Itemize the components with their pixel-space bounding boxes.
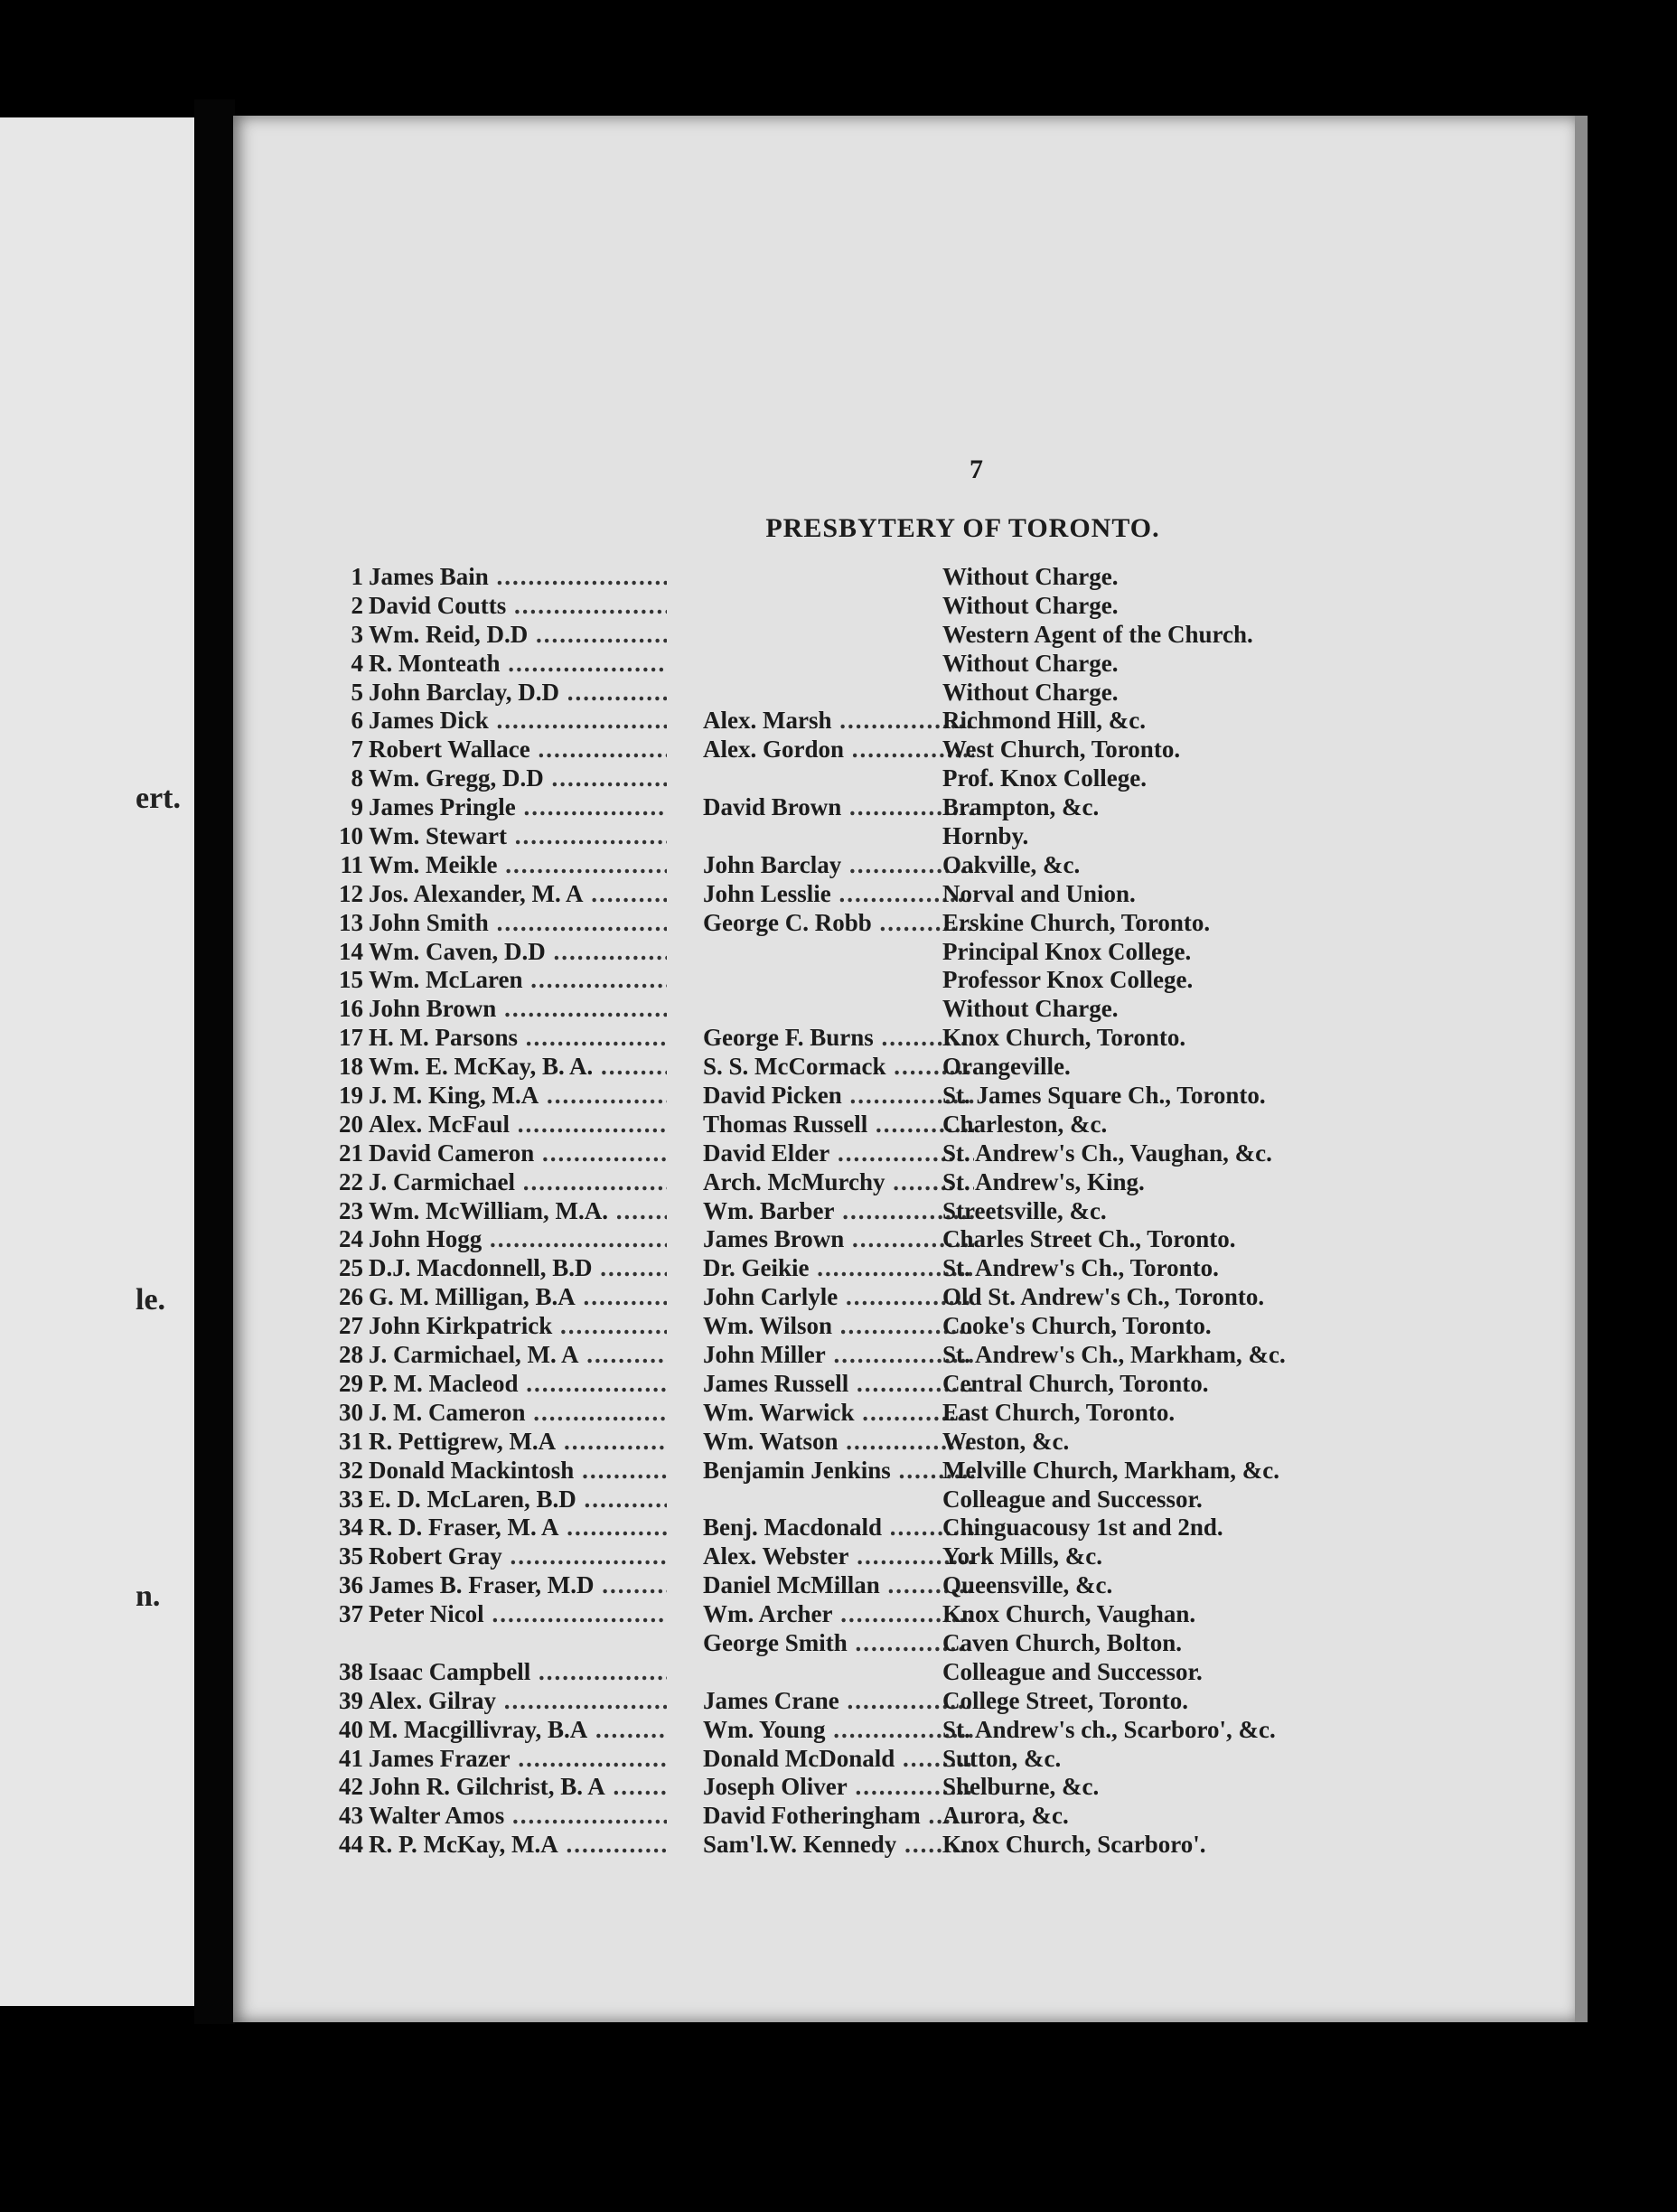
charge-name: Sutton, &c. [942, 1744, 1062, 1772]
left-page-fragment: le. [136, 1283, 166, 1317]
minister-name: John Barclay, D.D ..... [369, 679, 667, 707]
entry-number: 14 [339, 937, 363, 965]
charge-name: Central Church, Toronto. [942, 1369, 1209, 1397]
session-clerk: Thomas Russell ..... [703, 1111, 974, 1139]
entry-number: 42 [339, 1773, 363, 1801]
roster-row [233, 966, 1570, 995]
session-clerk: Sam'l.W. Kennedy ..... [703, 1831, 974, 1859]
minister-name: R. Pettigrew, M.A ..... [369, 1428, 667, 1456]
minister-name: John R. Gilchrist, B. A ..... [369, 1773, 667, 1801]
session-clerk: Daniel McMillan ..... [703, 1571, 974, 1599]
session-clerk: Dr. Geikie ..... [703, 1254, 974, 1282]
charge-name: Charles Street Ch., Toronto. [942, 1225, 1236, 1253]
minister-name: James Frazer ..... [369, 1745, 667, 1773]
entry-number: 16 [339, 995, 363, 1023]
session-clerk: James Brown ..... [703, 1225, 974, 1253]
page-number: 7 [970, 455, 983, 484]
minister-name: John Smith ..... [369, 909, 667, 937]
roster-row [233, 851, 1570, 880]
roster-list [233, 563, 1570, 1860]
minister-name: Wm. McWilliam, M.A. ..... [369, 1197, 667, 1225]
entry-number: 6 [351, 707, 363, 735]
minister-name: Walter Amos ..... [369, 1802, 667, 1830]
minister-name: James Bain ..... [369, 563, 667, 591]
charge-name: Principal Knox College. [942, 937, 1192, 965]
roster-row [233, 1629, 1570, 1658]
roster-row [233, 1370, 1570, 1399]
entry-number: 26 [339, 1283, 363, 1311]
roster-row [233, 563, 1570, 592]
session-clerk: Wm. Watson ..... [703, 1428, 974, 1456]
roster-row [233, 822, 1570, 851]
charge-name: Chinguacousy 1st and 2nd. [942, 1514, 1223, 1542]
charge-name: Charleston, &c. [942, 1110, 1108, 1138]
charge-name: Prof. Knox College. [942, 764, 1147, 792]
charge-name: Weston, &c. [942, 1427, 1070, 1455]
entry-number: 27 [339, 1312, 363, 1340]
minister-name: J. M. Cameron ..... [369, 1399, 667, 1427]
roster-row [233, 1312, 1570, 1341]
entry-number: 29 [339, 1369, 363, 1397]
charge-name: Western Agent of the Church. [942, 620, 1253, 648]
entry-number: 28 [339, 1341, 363, 1369]
charge-name: Hornby. [942, 822, 1029, 850]
entry-number: 22 [339, 1167, 363, 1195]
roster-row [233, 1687, 1570, 1716]
roster-row [233, 1111, 1570, 1139]
charge-name: Without Charge. [942, 995, 1119, 1023]
minister-name: Wm. E. McKay, B. A. ..... [369, 1053, 667, 1081]
session-clerk: David Brown ..... [703, 793, 974, 821]
entry-number: 9 [351, 793, 363, 821]
session-clerk: James Crane ..... [703, 1687, 974, 1715]
charge-name: Old St. Andrew's Ch., Toronto. [942, 1283, 1265, 1311]
entry-number: 4 [351, 649, 363, 677]
charge-name: St. Andrew's Ch., Markham, &c. [942, 1341, 1286, 1369]
charge-name: Orangeville. [942, 1053, 1071, 1081]
session-clerk: Benj. Macdonald ..... [703, 1514, 974, 1542]
charge-name: East Church, Toronto. [942, 1398, 1176, 1426]
minister-name: John Hogg ..... [369, 1225, 667, 1253]
charge-name: St. Andrew's Ch., Toronto. [942, 1254, 1219, 1282]
roster-row [233, 1514, 1570, 1542]
page-title: PRESBYTERY OF TORONTO. [765, 513, 1160, 543]
roster-row [233, 1457, 1570, 1486]
roster-row [233, 1399, 1570, 1428]
session-clerk: Wm. Barber ..... [703, 1197, 974, 1225]
session-clerk: John Miller ..... [703, 1341, 974, 1369]
minister-name: Robert Gray ..... [369, 1542, 667, 1570]
minister-name: Wm. Reid, D.D ..... [369, 621, 667, 649]
charge-name: York Mills, &c. [942, 1542, 1102, 1570]
minister-name: R. P. McKay, M.A ..... [369, 1831, 667, 1859]
minister-name: Alex. McFaul ..... [369, 1111, 667, 1139]
entry-number: 8 [351, 764, 363, 792]
charge-name: Norval and Union. [942, 879, 1136, 907]
entry-number: 11 [340, 850, 363, 878]
minister-name: David Coutts ..... [369, 592, 667, 620]
entry-number: 43 [339, 1802, 363, 1830]
charge-name: Without Charge. [942, 591, 1119, 619]
entry-number: 1 [351, 563, 363, 590]
entry-number: 13 [339, 908, 363, 936]
charge-name: Queensville, &c. [942, 1571, 1113, 1599]
minister-name: R. Monteath ..... [369, 650, 667, 678]
roster-row [233, 1773, 1570, 1802]
charge-name: Colleague and Successor. [942, 1485, 1203, 1513]
entry-number: 38 [339, 1657, 363, 1685]
left-page-fragment: n. [136, 1579, 161, 1613]
minister-name: M. Macgillivray, B.A ..... [369, 1716, 667, 1744]
minister-name: Alex. Gilray ..... [369, 1687, 667, 1715]
entry-number: 34 [339, 1514, 363, 1542]
roster-row [233, 1486, 1570, 1514]
roster-row [233, 764, 1570, 793]
minister-name: Wm. Caven, D.D ..... [369, 938, 667, 966]
charge-name: Shelburne, &c. [942, 1773, 1100, 1801]
book-spine [194, 99, 235, 2024]
entry-number: 39 [339, 1686, 363, 1714]
minister-name: John Brown ..... [369, 995, 667, 1023]
session-clerk: John Lesslie ..... [703, 880, 974, 908]
roster-row [233, 1600, 1570, 1629]
session-clerk: Wm. Warwick ..... [703, 1399, 974, 1427]
minister-name: James Pringle ..... [369, 793, 667, 821]
entry-number: 31 [339, 1427, 363, 1455]
roster-row [233, 938, 1570, 967]
session-clerk: Benjamin Jenkins ..... [703, 1457, 974, 1485]
roster-row [233, 1745, 1570, 1774]
roster-row [233, 1225, 1570, 1254]
charge-name: Without Charge. [942, 649, 1119, 677]
minister-name: J. Carmichael ..... [369, 1168, 667, 1196]
session-clerk: Joseph Oliver ..... [703, 1773, 974, 1801]
roster-row [233, 1341, 1570, 1370]
session-clerk: Alex. Webster ..... [703, 1542, 974, 1570]
entry-number: 21 [339, 1139, 363, 1167]
minister-name: D.J. Macdonnell, B.D ..... [369, 1254, 667, 1282]
charge-name: Knox Church, Scarboro'. [942, 1831, 1206, 1859]
charge-name: St. Andrew's Ch., Vaughan, &c. [942, 1139, 1272, 1167]
entry-number: 3 [351, 620, 363, 648]
roster-row [233, 909, 1570, 938]
minister-name: David Cameron ..... [369, 1139, 667, 1167]
charge-name: St. Andrew's, King. [942, 1167, 1145, 1195]
session-clerk: Alex. Marsh ..... [703, 707, 974, 735]
roster-row [233, 1053, 1570, 1082]
entry-number: 5 [351, 678, 363, 706]
roster-row [233, 995, 1570, 1024]
entry-number: 33 [339, 1485, 363, 1513]
roster-row [233, 650, 1570, 679]
minister-name: Peter Nicol ..... [369, 1600, 667, 1628]
roster-row [233, 1168, 1570, 1197]
charge-name: Caven Church, Bolton. [942, 1628, 1183, 1656]
entry-number: 37 [339, 1600, 363, 1628]
minister-name: Robert Wallace ..... [369, 736, 667, 764]
entry-number: 17 [339, 1024, 363, 1052]
minister-name: E. D. McLaren, B.D ..... [369, 1486, 667, 1514]
session-clerk: James Russell ..... [703, 1370, 974, 1398]
entry-number: 36 [339, 1571, 363, 1599]
session-clerk: S. S. McCormack ..... [703, 1053, 974, 1081]
left-page-fragment: ert. [136, 782, 182, 815]
minister-name: Wm. McLaren ..... [369, 966, 667, 994]
entry-number: 15 [339, 966, 363, 994]
entry-number: 2 [351, 591, 363, 619]
minister-name: P. M. Macleod ..... [369, 1370, 667, 1398]
charge-name: Richmond Hill, &c. [942, 707, 1147, 735]
charge-name: St. James Square Ch., Toronto. [942, 1082, 1266, 1110]
charge-name: Oakville, &c. [942, 850, 1081, 878]
session-clerk: David Picken ..... [703, 1082, 974, 1110]
roster-row [233, 621, 1570, 650]
charge-name: Colleague and Successor. [942, 1657, 1203, 1685]
roster-row [233, 1197, 1570, 1226]
roster-row [233, 1254, 1570, 1283]
minister-name: John Kirkpatrick ..... [369, 1312, 667, 1340]
roster-row [233, 1831, 1570, 1860]
entry-number: 23 [339, 1196, 363, 1224]
session-clerk: David Elder ..... [703, 1139, 974, 1167]
roster-row [233, 1024, 1570, 1053]
entry-number: 7 [351, 736, 363, 764]
roster-row [233, 1542, 1570, 1571]
session-clerk: Wm. Young ..... [703, 1716, 974, 1744]
session-clerk: George Smith ..... [703, 1629, 974, 1657]
session-clerk: David Fotheringham ..... [703, 1802, 974, 1830]
charge-name: Professor Knox College. [942, 966, 1194, 994]
roster-row [233, 707, 1570, 736]
charge-name: Without Charge. [942, 678, 1119, 706]
session-clerk: Donald McDonald ..... [703, 1745, 974, 1773]
roster-row [233, 1139, 1570, 1168]
entry-number: 44 [339, 1831, 363, 1859]
roster-row [233, 1716, 1570, 1745]
minister-name: Donald Mackintosh ..... [369, 1457, 667, 1485]
minister-name: J. M. King, M.A ..... [369, 1082, 667, 1110]
session-clerk: John Carlyle ..... [703, 1283, 974, 1311]
roster-row [233, 1571, 1570, 1600]
minister-name: G. M. Milligan, B.A ..... [369, 1283, 667, 1311]
entry-number: 19 [339, 1082, 363, 1110]
entry-number: 32 [339, 1456, 363, 1484]
minister-name: Isaac Campbell ..... [369, 1658, 667, 1686]
roster-row [233, 679, 1570, 708]
roster-row [233, 592, 1570, 621]
minister-name: H. M. Parsons ..... [369, 1024, 667, 1052]
minister-name: Wm. Meikle ..... [369, 851, 667, 879]
entry-number: 20 [339, 1110, 363, 1138]
session-clerk: George C. Robb ..... [703, 909, 974, 937]
charge-name: West Church, Toronto. [942, 736, 1181, 764]
document-page [233, 116, 1588, 2022]
roster-row [233, 1428, 1570, 1457]
entry-number: 12 [339, 879, 363, 907]
minister-name: Wm. Gregg, D.D ..... [369, 764, 667, 792]
roster-row [233, 1082, 1570, 1111]
entry-number: 24 [339, 1225, 363, 1253]
minister-name: Wm. Stewart ..... [369, 822, 667, 850]
minister-name: James Dick ..... [369, 707, 667, 735]
roster-row [233, 736, 1570, 764]
roster-row [233, 1283, 1570, 1312]
minister-name: James B. Fraser, M.D ..... [369, 1571, 667, 1599]
charge-name: Knox Church, Toronto. [942, 1024, 1186, 1052]
charge-name: Melville Church, Markham, &c. [942, 1456, 1279, 1484]
charge-name: Without Charge. [942, 563, 1119, 590]
charge-name: St. Andrew's ch., Scarboro', &c. [942, 1715, 1276, 1743]
entry-number: 35 [339, 1542, 363, 1570]
entry-number: 18 [339, 1053, 363, 1081]
charge-name: Streetsville, &c. [942, 1196, 1107, 1224]
session-clerk: Arch. McMurchy ..... [703, 1168, 974, 1196]
entry-number: 25 [339, 1254, 363, 1282]
roster-row [233, 1658, 1570, 1687]
session-clerk: Alex. Gordon ..... [703, 736, 974, 764]
entry-number: 30 [339, 1398, 363, 1426]
session-clerk: George F. Burns ..... [703, 1024, 974, 1052]
charge-name: Cooke's Church, Toronto. [942, 1312, 1212, 1340]
session-clerk: John Barclay ..... [703, 851, 974, 879]
minister-name: Jos. Alexander, M. A ..... [369, 880, 667, 908]
charge-name: Aurora, &c. [942, 1802, 1069, 1830]
charge-name: College Street, Toronto. [942, 1686, 1188, 1714]
roster-row [233, 793, 1570, 822]
entry-number: 10 [339, 822, 363, 850]
roster-row [233, 880, 1570, 909]
charge-name: Erskine Church, Toronto. [942, 908, 1211, 936]
roster-row [233, 1802, 1570, 1831]
charge-name: Knox Church, Vaughan. [942, 1600, 1196, 1628]
session-clerk: Wm. Archer ..... [703, 1600, 974, 1628]
minister-name: J. Carmichael, M. A ..... [369, 1341, 667, 1369]
charge-name: Brampton, &c. [942, 793, 1100, 821]
session-clerk: Wm. Wilson ..... [703, 1312, 974, 1340]
left-facing-page [0, 117, 196, 2006]
entry-number: 40 [339, 1715, 363, 1743]
minister-name: R. D. Fraser, M. A ..... [369, 1514, 667, 1542]
entry-number: 41 [339, 1744, 363, 1772]
